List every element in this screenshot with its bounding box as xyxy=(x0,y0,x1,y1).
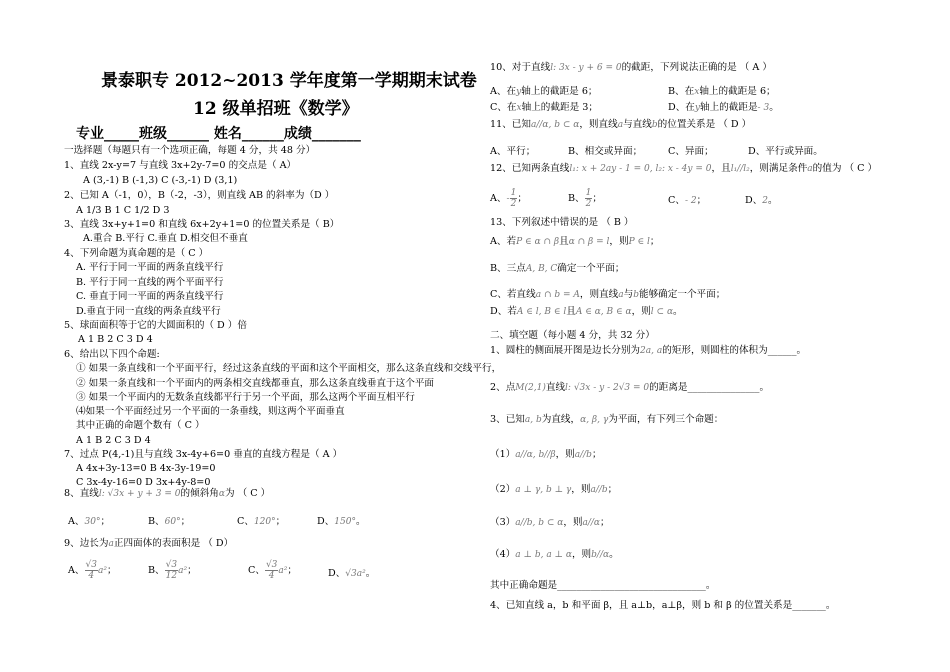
label: C、若直线 xyxy=(490,289,536,300)
m1: a ⊥ b, a ⊥ α xyxy=(515,550,572,560)
t3: 为平面，有下列三个命题： xyxy=(608,414,724,425)
question-2-options: A 1/3 B 1 C 1/2 D 3 xyxy=(76,205,170,216)
t1: ，则 xyxy=(571,484,591,495)
question-6-ask: 其中正确的命题个数有（ C ） xyxy=(76,420,205,431)
fill-3-statement-2 xyxy=(490,484,617,496)
question-13: 13、下列叙述中错误的是 （ B ） xyxy=(490,217,634,228)
q10-prefix: 10、对于直线 xyxy=(490,62,551,73)
end: 。 xyxy=(769,102,779,113)
t1: 确定一个平面； xyxy=(557,263,625,274)
q11-cond: a//α, b ⊂ α xyxy=(531,120,580,130)
q11-mid2: 与直线 xyxy=(623,119,652,130)
q12-parallel: l₁//l₂ xyxy=(730,164,750,174)
q13-option-d xyxy=(490,306,683,318)
question-5: 5、球面面积等于它的大圆面积的（ D ）倍 xyxy=(64,320,247,331)
label: D、在 xyxy=(668,102,695,113)
q12-a: a xyxy=(807,164,813,174)
t1: ，则 xyxy=(563,517,583,528)
exam-title: 景泰职专 2012~2013 学年度第一学期期末试卷 xyxy=(101,71,477,91)
section-fill-heading: 二、填空题（每小题 4 分，共 32 分） xyxy=(490,330,655,341)
sign: - xyxy=(506,194,510,204)
t2: ，则 xyxy=(609,236,629,247)
question-9-var: a xyxy=(108,539,114,549)
sep: ； xyxy=(600,517,610,528)
student-info-line: 专业_____班级______ 姓名______成绩_______ xyxy=(76,126,361,142)
q11-option-d: D、平行或异面。 xyxy=(748,146,823,157)
fill-1 xyxy=(490,345,806,357)
m1: A ∈ l, B ∈ l xyxy=(516,307,567,317)
t2: 的矩形，则圆柱的体积为______。 xyxy=(662,345,807,356)
q12-mid: ，且 xyxy=(711,163,731,174)
question-3-options: A.重合 B.平行 C.垂直 D.相交但不垂直 xyxy=(83,233,248,244)
question-11 xyxy=(490,119,751,131)
option-sep: ； xyxy=(100,516,111,527)
fill-3 xyxy=(490,414,723,426)
var: x xyxy=(516,103,522,113)
q11-a: a xyxy=(617,120,624,130)
question-8-prefix: 8、直线 xyxy=(64,488,99,499)
question-9-post: 正四面体的表面积是 （ D） xyxy=(113,538,234,549)
m1: a, b xyxy=(524,415,542,425)
question-6-statement-4: ⑷如果一个平面经过另一个平面的一条垂线，则这两个平面垂直 xyxy=(76,406,345,417)
question-4-option-a: A. 平行于同一平面的两条直线平行 xyxy=(76,262,224,273)
m1: a//b, b ⊂ α xyxy=(515,518,564,528)
option-sep: ； xyxy=(287,565,297,576)
option-label: D、 xyxy=(317,516,335,527)
question-7-options-cd: C 3x-4y-16=0 D 3x+4y-8=0 xyxy=(76,477,211,488)
q11-prefix: 11、已知 xyxy=(490,119,531,130)
b: b xyxy=(633,290,639,300)
q10-option-d xyxy=(668,102,779,114)
option-sep: 。 xyxy=(355,516,366,527)
question-7: 7、过点 P(4,-1)且与直线 3x-4y+6=0 垂直的直线方程是（ A ） xyxy=(64,449,343,460)
question-9-option-b xyxy=(148,560,197,581)
question-9 xyxy=(64,538,233,550)
sep: ； xyxy=(696,195,707,206)
sep: ； xyxy=(592,193,602,204)
label: D、若 xyxy=(490,306,517,317)
t1: 且 xyxy=(559,236,569,247)
q11-mid: ，则直线 xyxy=(579,119,618,130)
sep: ； xyxy=(649,236,660,247)
option-sep: ； xyxy=(187,565,197,576)
term: a² xyxy=(278,566,288,576)
q12-option-a xyxy=(490,188,527,209)
question-8-option-b xyxy=(148,516,190,528)
t2: ，则 xyxy=(631,306,651,317)
value: 2 xyxy=(762,196,769,206)
question-9-option-c xyxy=(248,560,297,581)
q10-option-c xyxy=(490,102,598,114)
question-8-end: 为 （ C ） xyxy=(224,488,271,499)
q13-option-a xyxy=(490,236,660,248)
question-1: 1、直线 2x-y=7 与直线 3x+2y-7=0 的交点是（ A） xyxy=(64,160,297,171)
t3: 能够确定一个平面； xyxy=(638,289,726,300)
q12-mid2: ，则满足条件 xyxy=(749,163,808,174)
label: B、 xyxy=(568,193,585,204)
label: A、若 xyxy=(490,236,517,247)
question-9-prefix: 9、边长为 xyxy=(64,538,109,549)
question-8-option-a xyxy=(68,516,110,528)
section-choice-heading: 一选择题（每题只有一个选项正确，每题 4 分，共 48 分） xyxy=(64,145,316,156)
q10-option-b xyxy=(668,86,776,98)
denominator: 12 xyxy=(165,571,178,581)
fill-3-statement-1 xyxy=(490,449,602,461)
m2: a//α xyxy=(582,518,601,528)
q12-option-b xyxy=(568,188,602,209)
option-sep: ； xyxy=(106,565,117,576)
m2: α ∩ β = l xyxy=(568,237,610,247)
var: y xyxy=(694,103,700,113)
fill-3-statement-3 xyxy=(490,517,610,529)
m1: M(2,1) xyxy=(515,383,546,393)
text: 轴上的截距是 6； xyxy=(699,86,776,97)
m1: a//α, b//β xyxy=(515,450,556,460)
m2: α, β, γ xyxy=(580,415,609,425)
q11-b: b xyxy=(651,120,658,130)
text: 轴上的截距是 3； xyxy=(521,102,598,113)
question-8-option-c xyxy=(237,516,285,528)
sep: ； xyxy=(517,193,527,204)
question-4: 4、下列命题为真命题的是（ C ） xyxy=(64,248,209,259)
t1: 3、已知 xyxy=(490,414,525,425)
question-4-option-b: B. 平行于同一直线的两个平面平行 xyxy=(76,277,224,288)
m1: P ∈ α ∩ β xyxy=(516,237,560,247)
q12-option-d xyxy=(745,195,778,207)
t2: 直线 xyxy=(545,382,566,393)
value: - 3 xyxy=(757,103,770,113)
sep: ； xyxy=(607,484,618,495)
fill-3-ask: 其中正确命题是_______________________________。 xyxy=(490,580,716,591)
t1: ，则 xyxy=(571,549,592,560)
m1: a ⊥ γ, b ⊥ γ xyxy=(515,485,572,495)
label: B、在 xyxy=(668,86,695,97)
m1: a ∩ b = A xyxy=(535,290,580,300)
q12-option-c xyxy=(668,195,706,207)
t1: 1、圆柱的侧面展开图是边长分别为 xyxy=(490,345,641,356)
t2: 为直线， xyxy=(541,414,581,425)
q11-post: 的位置关系是 （ D ） xyxy=(657,119,752,130)
question-6-statement-2: ② 如果一条直线和一个平面内的两条相交直线都垂直，那么这条直线垂直于这个平面 xyxy=(76,378,435,389)
option-label: C、 xyxy=(248,565,265,576)
term: a² xyxy=(98,566,107,576)
fill-2 xyxy=(490,382,769,394)
q13-option-c xyxy=(490,289,725,301)
q10-option-a xyxy=(490,86,598,98)
q10-equation: l: 3x - y + 6 = 0 xyxy=(550,63,622,73)
option-label: B、 xyxy=(148,516,165,527)
option-sep: 。 xyxy=(365,568,376,579)
t3: 的距离是_______________。 xyxy=(649,382,770,393)
option-value: 150° xyxy=(334,517,356,527)
question-8-mid: 的倾斜角 xyxy=(180,488,219,499)
q12-post: 的值为 （ C ） xyxy=(812,163,878,174)
label: （1） xyxy=(490,449,516,460)
question-10 xyxy=(490,62,772,74)
option-label: D、 xyxy=(328,568,346,579)
q10-post: 的截距，下列说法正确的是 （ A ） xyxy=(621,62,772,73)
denominator: 4 xyxy=(268,571,275,581)
text: 轴上的截距是 xyxy=(699,102,758,113)
option-value: 120° xyxy=(253,517,276,527)
option-value: 30° xyxy=(84,517,101,527)
option-label: B、 xyxy=(148,565,165,576)
question-6-options: A 1 B 2 C 3 D 4 xyxy=(76,435,151,446)
numerator: √3 xyxy=(85,560,97,570)
t1: ，则 xyxy=(555,449,575,460)
exam-subtitle: 12 级单招班《数学》 xyxy=(193,99,359,119)
fraction xyxy=(165,560,178,581)
label: D、 xyxy=(745,195,763,206)
option-value: 60° xyxy=(164,517,181,527)
fill-3-statement-4 xyxy=(490,549,619,561)
option-sep: ； xyxy=(180,516,191,527)
numerator: √3 xyxy=(165,560,178,570)
question-9-option-d xyxy=(328,568,375,580)
value: - 2 xyxy=(684,196,697,206)
q12-lines: l₁: x + 2ay - 1 = 0, l₂: x - 4y = 0 xyxy=(569,164,712,174)
q11-option-b: B、相交或异面； xyxy=(568,146,643,157)
question-7-options-ab: A 4x+3y-13=0 B 4x-3y-19=0 xyxy=(76,463,216,474)
var: x xyxy=(694,87,700,97)
term: a² xyxy=(178,566,188,576)
question-4-option-c: C. 垂直于同一平面的两条直线平行 xyxy=(76,291,224,302)
option-value: √3a² xyxy=(345,569,366,579)
m2: a//b xyxy=(590,485,608,495)
option-label: A、 xyxy=(68,565,85,576)
a: a xyxy=(618,290,624,300)
m1: 2a, a xyxy=(640,346,663,356)
label: （2） xyxy=(490,484,516,495)
question-6-statement-3: ③ 如果一个平面内的无数条直线都平行于另一个平面，那么这两个平面互相平行 xyxy=(76,392,415,403)
denominator: 4 xyxy=(88,571,95,581)
question-2: 2、已知 A（-1，0），B（-2，-3），则直线 AB 的斜率为（D ） xyxy=(64,190,335,201)
m2: l: √3x - y - 2√3 = 0 xyxy=(565,383,650,393)
q13-option-b xyxy=(490,263,624,275)
sep: ； xyxy=(591,449,602,460)
sep: 。 xyxy=(609,549,619,560)
m2: b//α xyxy=(591,550,610,560)
question-1-options: A (3,-1) B (-1,3) C (-3,-1) D (3,1) xyxy=(83,175,238,186)
question-5-options: A 1 B 2 C 3 D 4 xyxy=(78,334,153,345)
sep: 。 xyxy=(673,306,683,317)
t1: 且 xyxy=(566,306,576,317)
m3: l ⊂ α xyxy=(650,307,674,317)
question-6-statement-1: ① 如果一条直线和一个平面平行，经过这条直线的平面和这个平面相交，那么这条直线和交线平行， xyxy=(76,363,502,374)
question-6: 6、给出以下四个命题: xyxy=(64,349,160,360)
option-label: C、 xyxy=(237,516,254,527)
question-9-option-a xyxy=(68,560,117,581)
label: A、在 xyxy=(490,86,517,97)
question-12 xyxy=(490,163,877,175)
label: C、 xyxy=(668,195,685,206)
option-label: A、 xyxy=(68,516,85,527)
option-sep: ； xyxy=(275,516,286,527)
question-3: 3、直线 3x+y+1=0 和直线 6x+2y+1=0 的位置关系是（ B） xyxy=(64,219,340,230)
numerator: 1 xyxy=(510,188,517,198)
m1: A, B, C xyxy=(525,264,558,274)
sep: 。 xyxy=(768,195,778,206)
label: C、在 xyxy=(490,102,517,113)
t2: 与 xyxy=(623,289,634,300)
m3: P ∈ l xyxy=(628,237,650,247)
t1: ，则直线 xyxy=(579,289,619,300)
q11-option-c: C、异面； xyxy=(668,146,714,157)
fill-4: 4、已知直线 a，b 和平面 β，且 a⊥b，a⊥β，则 b 和 β 的位置关系是_______。 xyxy=(490,600,836,611)
denominator: 2 xyxy=(510,199,517,209)
q11-option-a: A、平行； xyxy=(490,146,536,157)
fraction xyxy=(85,560,98,581)
t1: 2、点 xyxy=(490,382,516,393)
numerator: √3 xyxy=(265,560,278,570)
label: （3） xyxy=(490,517,516,528)
question-8-alpha: α xyxy=(218,489,225,499)
numerator: 1 xyxy=(585,188,592,198)
m2: A ∈ α, B ∈ α xyxy=(575,307,632,317)
label: （4） xyxy=(490,549,516,560)
text: 轴上的截距是 6； xyxy=(521,86,598,97)
label: B、三点 xyxy=(490,263,526,274)
label: A、 xyxy=(490,193,507,204)
question-8-equation: l: √3x + y + 3 = 0 xyxy=(98,489,181,499)
q12-prefix: 12、已知两条直线 xyxy=(490,163,570,174)
var: y xyxy=(516,87,522,97)
fraction xyxy=(265,560,278,581)
question-8 xyxy=(64,488,270,500)
denominator: 2 xyxy=(585,199,592,209)
m2: a//b xyxy=(574,450,592,460)
question-8-option-d xyxy=(317,516,366,528)
question-4-option-d: D.垂直于同一直线的两条直线平行 xyxy=(76,306,221,317)
